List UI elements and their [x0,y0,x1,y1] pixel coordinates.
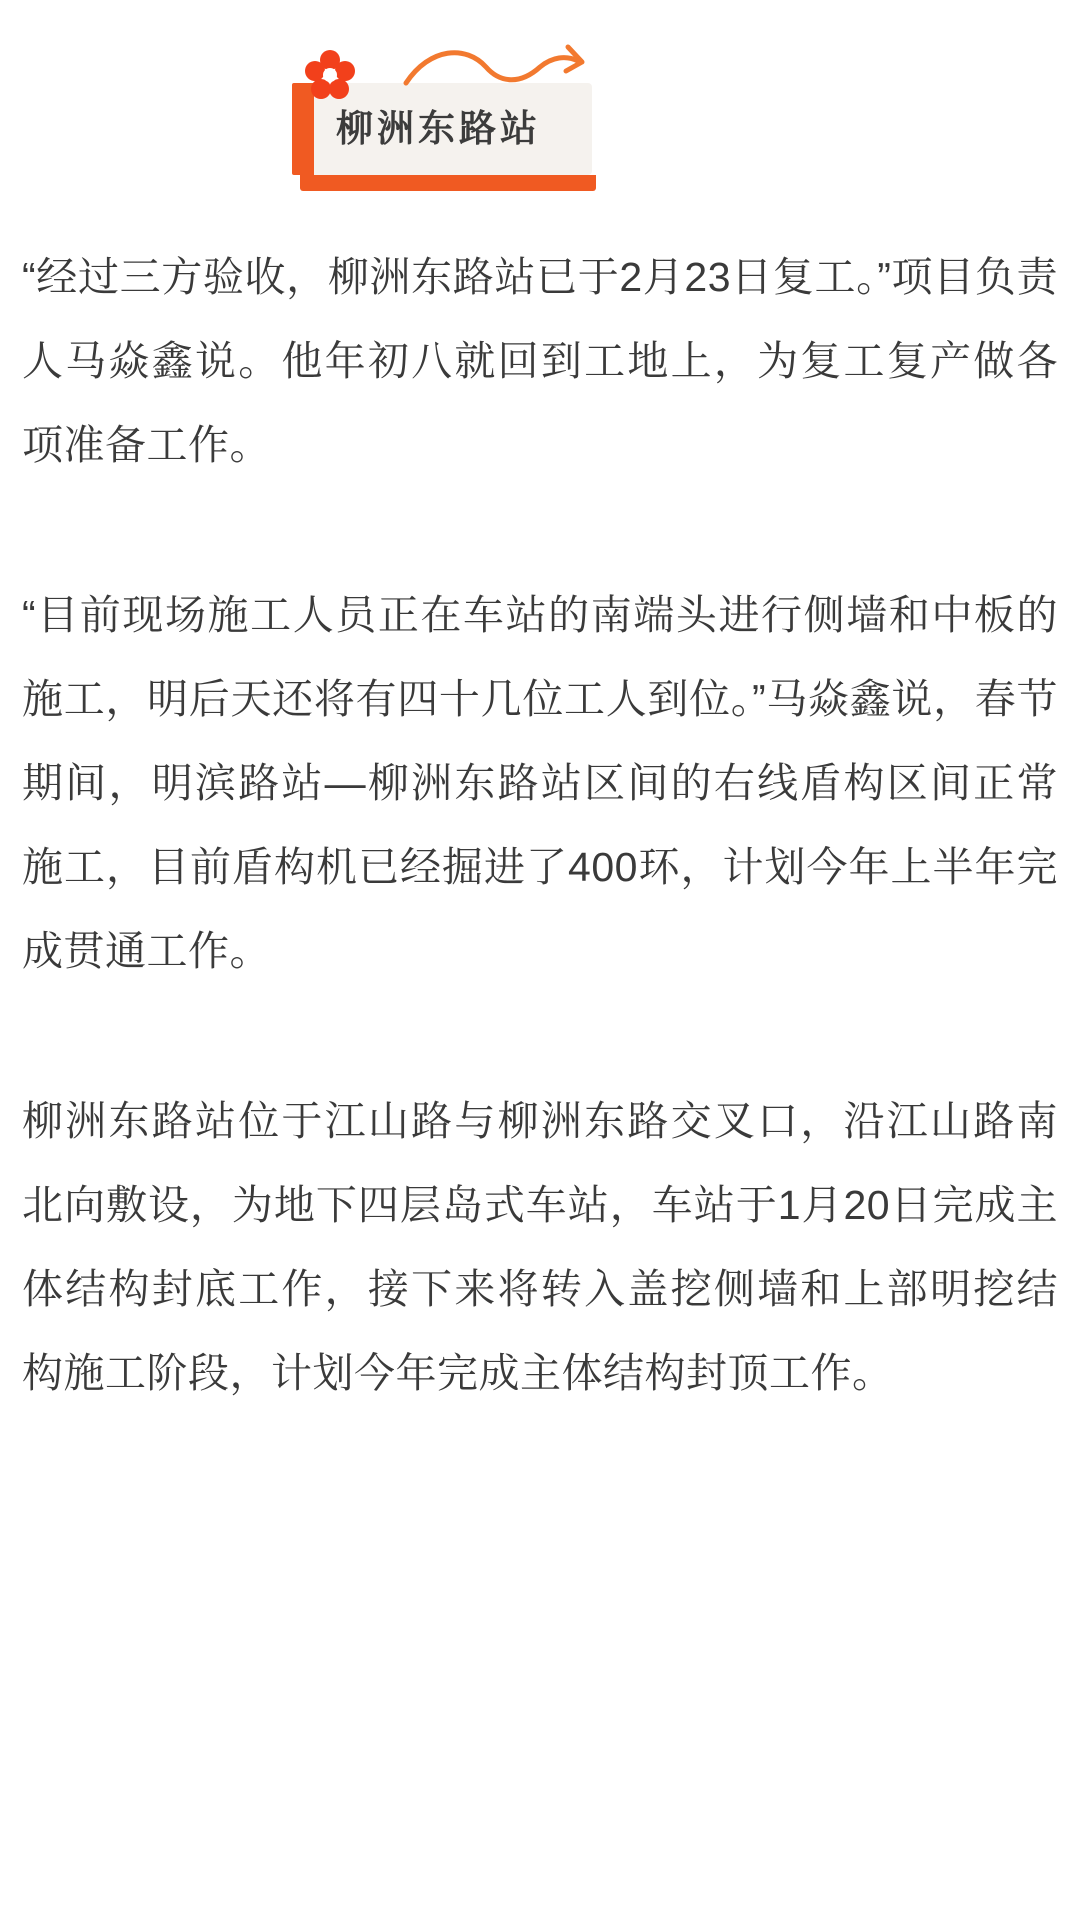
title-accent-bar-bottom [300,175,596,191]
curly-arrow-icon [400,41,600,101]
article-body [0,235,1080,1455]
paragraph: 柳洲东路站位于江山路与柳洲东路交叉口，沿江山路南北向敷设，为地下四层岛式车站，车站于1月20日完成主体结构封底工作，接下来将转入盖挖侧墙和上部明挖结构施工阶段，计划今年完成主体结构封顶工作。 [22,1098,1058,1396]
paragraph: “目前现场施工人员正在车站的南端头进行侧墙和中板的施工，明后天还将有四十几位工人到位。”马焱鑫说，春节期间，明滨路站—柳洲东路站区间的右线盾构区间正常施工，目前盾构机已经掘进了400环，计划今年上半年完成贯通工作。 [22,592,1058,974]
flower-icon [302,47,358,103]
paragraph: “经过三方验收，柳洲东路站已于2月23日复工。”项目负责人马焱鑫说。他年初八就回到工地上，为复工复产做各项准备工作。 [22,254,1058,468]
article-header [0,0,1080,235]
station-title-card [292,83,592,175]
page-title: 柳洲东路站 [336,108,541,149]
